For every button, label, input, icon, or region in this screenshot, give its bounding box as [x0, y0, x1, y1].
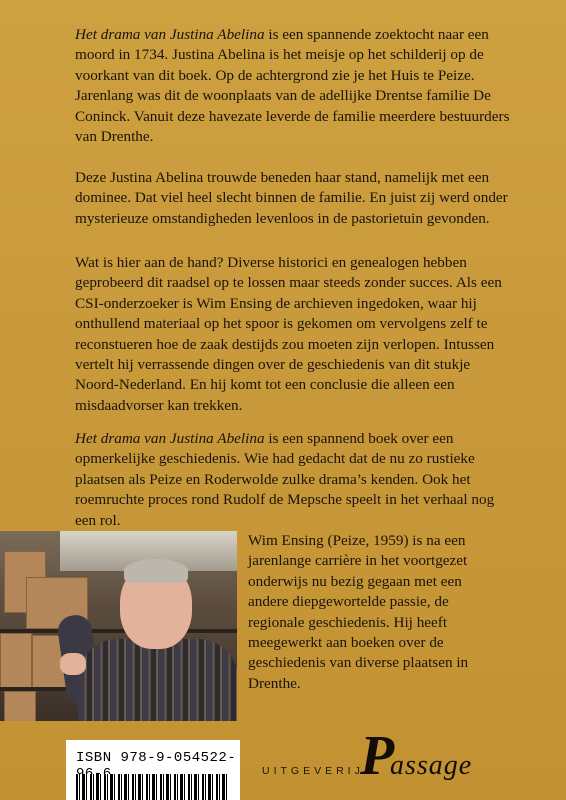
publisher-name: assage: [390, 750, 473, 781]
book-title-italic: Het drama van Justina Abelina: [75, 430, 265, 447]
blurb-text: is een spannend boek over een opmerkelijke geschiedenis. Wie had gedacht dat de nu zo rustieke plaatsen als Peize en Roderwolde zulke drama’s kenden. Ook het roemruchte proces rond Rudolf de Mepsche speelt in het verhaal nog een rol.: [75, 430, 495, 529]
blurb-paragraph-4: [75, 429, 515, 531]
blurb-paragraph-2: Deze Justina Abelina trouwde beneden haar stand, namelijk met een dominee. Dat viel heel slecht binnen de familie. En juist zij werd onder mysterieuze omstandigheden levenloos in de pastorietuin gevonden.: [75, 169, 508, 227]
publisher-prefix: UITGEVERIJ: [262, 765, 364, 777]
isbn-barcode-label: [66, 740, 240, 800]
isbn-number: ISBN 978-9-054522-: [76, 750, 237, 766]
person-hand: [60, 653, 86, 675]
author-photo: [0, 531, 237, 721]
person-shirt: [78, 639, 237, 721]
shelf: [0, 629, 237, 633]
blurb-paragraph-1: [75, 25, 515, 147]
archive-box: [0, 633, 32, 689]
book-title-italic: Het drama van Justina Abelina: [75, 26, 265, 43]
archive-box: [4, 691, 36, 721]
publisher-logo: [262, 725, 512, 788]
blurb-paragraph-3: Wat is hier aan de hand? Diverse historici en genealogen hebben geprobeerd dit raadsel op te lossen maar steeds zonder succes. Als een CSI-onderzoeker is Wim Ensing de archieven ingedoken, waar hij onthullend materiaal op het spoor is gekomen om vervolgens zelf te reconstueren hoe de zaak destijds zou moeten zijn verlopen. Intussen vertelt hij verrassende dingen over de geschiedenis van dit stukje Noord-Nederland. En hij komt tot een conclusie die alleen een misdaadvorser kan trekken.: [75, 254, 502, 414]
author-bio: Wim Ensing (Peize, 1959) is na een jarenlange carrière in het voortgezet onderwijs nu bezig gegaan met een andere diepgewortelde passie, de regionale geschiedenis. Hij heeft meegewerkt aan boeken over de geschiedenis van diverse plaatsen in Drenthe.: [248, 532, 469, 692]
publisher-initial: P: [360, 725, 395, 787]
person-hair: [124, 559, 188, 583]
barcode: [76, 774, 230, 800]
blurb-text: is een spannende zoektocht naar een moord in 1734. Justina Abelina is het meisje op het schilderij op de voorkant van dit boek. Op de achtergrond zie je het Huis te Peize. Jarenlang was dit de woonplaats van de adellijke Drentse familie De Coninck. Vanuit deze havezate leverde de familie meerdere bestuurders van Drenthe.: [75, 26, 510, 146]
